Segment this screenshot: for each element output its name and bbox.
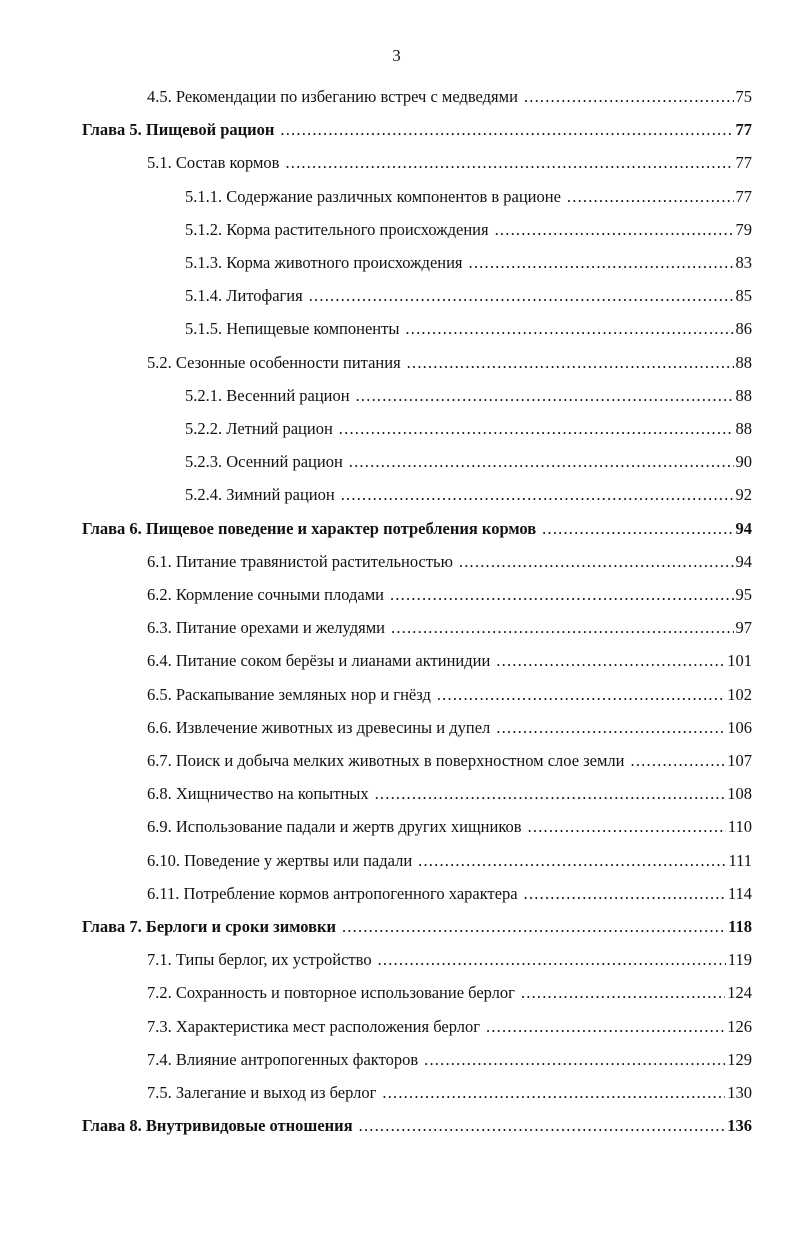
toc-entry-page: 136: [727, 1116, 752, 1135]
toc-entry-title: 6.7. Поиск и добыча мелких животных в поверхностном слое земли: [147, 751, 625, 770]
toc-dot-leader: [567, 185, 734, 209]
toc-entry-title: 6.1. Питание травянистой растительностью: [147, 552, 453, 571]
toc-entry-title: 6.4. Питание соком берёзы и лианами актинидии: [147, 651, 491, 670]
toc-entry-title: Глава 8. Внутривидовые отношения: [82, 1116, 353, 1135]
toc-entry-page: 114: [727, 884, 752, 903]
toc-dot-leader: [359, 1114, 726, 1138]
toc-entry-page: 86: [735, 319, 752, 338]
toc-dot-leader: [437, 683, 725, 707]
toc-entry-title: 6.11. Потребление кормов антропогенного характера: [147, 884, 518, 903]
toc-entry-page: 106: [727, 718, 752, 737]
toc-section-entry[interactable]: [147, 1015, 752, 1039]
toc-dot-leader: [375, 782, 726, 806]
toc-chapter-entry[interactable]: [82, 118, 752, 142]
toc-entry-title: 5.1.1. Содержание различных компонентов в рационе: [185, 187, 561, 206]
toc-entry-page: 94: [735, 519, 752, 538]
toc-entry-page: 88: [735, 386, 752, 405]
toc-entry-title: 7.5. Залегание и выход из берлог: [147, 1083, 377, 1102]
toc-dot-leader: [342, 915, 726, 939]
toc-entry-title: 6.8. Хищничество на копытных: [147, 784, 369, 803]
toc-section-entry[interactable]: [147, 649, 752, 673]
toc-dot-leader: [631, 749, 726, 773]
toc-entry-page: 79: [735, 220, 752, 239]
toc-dot-leader: [382, 1081, 725, 1105]
toc-entry-page: 126: [727, 1017, 752, 1036]
toc-section-entry[interactable]: [147, 151, 752, 175]
toc-dot-leader: [391, 616, 734, 640]
toc-section-entry[interactable]: [147, 683, 752, 707]
toc-chapter-entry[interactable]: [82, 517, 752, 541]
toc-entry-page: 88: [735, 419, 752, 438]
toc-chapter-entry[interactable]: [82, 1114, 752, 1138]
toc-section-entry[interactable]: [147, 351, 752, 375]
toc-entry-page: 77: [735, 120, 752, 139]
toc-entry-page: 97: [735, 618, 752, 637]
toc-entry-page: 101: [727, 651, 752, 670]
toc-section-entry[interactable]: [147, 849, 752, 873]
toc-dot-leader: [378, 948, 726, 972]
toc-entry-page: 92: [735, 485, 752, 504]
toc-entry-title: 7.2. Сохранность и повторное использование берлог: [147, 983, 515, 1002]
toc-entry-title: 5.1.2. Корма растительного происхождения: [185, 220, 489, 239]
toc-entry-title: Глава 6. Пищевое поведение и характер потребления кормов: [82, 519, 537, 538]
toc-entry-page: 85: [735, 286, 752, 305]
toc-section-entry[interactable]: [185, 384, 752, 408]
toc-entry-title: 4.5. Рекомендации по избеганию встреч с медведями: [147, 87, 518, 106]
toc-entry-title: Глава 5. Пищевой рацион: [82, 120, 275, 139]
toc-dot-leader: [496, 649, 725, 673]
toc-section-entry[interactable]: [147, 1081, 752, 1105]
toc-dot-leader: [521, 981, 725, 1005]
toc-dot-leader: [496, 716, 725, 740]
toc-entry-title: 5.2.2. Летний рацион: [185, 419, 333, 438]
toc-entry-page: 95: [735, 585, 752, 604]
toc-entry-title: 6.5. Раскапывание земляных нор и гнёзд: [147, 685, 431, 704]
toc-dot-leader: [524, 85, 734, 109]
toc-dot-leader: [486, 1015, 725, 1039]
toc-section-entry[interactable]: [147, 749, 752, 773]
toc-dot-leader: [356, 384, 734, 408]
toc-dot-leader: [542, 517, 733, 541]
toc-section-entry[interactable]: [185, 417, 752, 441]
toc-dot-leader: [495, 218, 734, 242]
toc-entry-page: 77: [735, 187, 752, 206]
toc-dot-leader: [405, 317, 733, 341]
toc-dot-leader: [349, 450, 734, 474]
toc-section-entry[interactable]: [147, 616, 752, 640]
toc-entry-page: 111: [728, 851, 752, 870]
toc-entry-title: 5.2. Сезонные особенности питания: [147, 353, 401, 372]
toc-dot-leader: [285, 151, 733, 175]
toc-entry-page: 77: [735, 153, 752, 172]
toc-entry-title: 5.1. Состав кормов: [147, 153, 280, 172]
toc-dot-leader: [339, 417, 734, 441]
toc-entry-page: 110: [727, 817, 752, 836]
toc-dot-leader: [280, 118, 733, 142]
toc-entry-page: 130: [727, 1083, 752, 1102]
toc-dot-leader: [469, 251, 734, 275]
toc-entry-page: 88: [735, 353, 752, 372]
toc-section-entry[interactable]: [185, 185, 752, 209]
toc-dot-leader: [390, 583, 733, 607]
toc-entry-page: 102: [727, 685, 752, 704]
toc-dot-leader: [459, 550, 734, 574]
toc-dot-leader: [424, 1048, 725, 1072]
toc-section-entry[interactable]: [185, 483, 752, 507]
toc-entry-page: 119: [727, 950, 752, 969]
toc-section-entry[interactable]: [147, 716, 752, 740]
toc-entry-title: 7.3. Характеристика мест расположения берлог: [147, 1017, 481, 1036]
toc-entry-page: 129: [727, 1050, 752, 1069]
toc-entry-title: 6.6. Извлечение животных из древесины и дупел: [147, 718, 491, 737]
toc-section-entry[interactable]: [185, 284, 752, 308]
toc-entry-page: 118: [728, 917, 752, 936]
toc-entry-title: 7.4. Влияние антропогенных факторов: [147, 1050, 419, 1069]
toc-entry-title: 5.1.4. Литофагия: [185, 286, 303, 305]
toc-dot-leader: [341, 483, 734, 507]
toc-entry-title: 6.9. Использование падали и жертв других хищников: [147, 817, 522, 836]
toc-dot-leader: [407, 351, 734, 375]
toc-dot-leader: [309, 284, 734, 308]
toc-section-entry[interactable]: [185, 218, 752, 242]
page-number: 3: [392, 46, 401, 65]
toc-section-entry[interactable]: [147, 948, 752, 972]
toc-section-entry[interactable]: [147, 583, 752, 607]
toc-entry-title: 5.2.4. Зимний рацион: [185, 485, 335, 504]
toc-entry-title: 5.2.1. Весенний рацион: [185, 386, 350, 405]
toc-section-entry[interactable]: [147, 1048, 752, 1072]
toc-chapter-entry[interactable]: [82, 915, 752, 939]
toc-section-entry[interactable]: [147, 550, 752, 574]
toc-entry-page: 94: [735, 552, 752, 571]
toc-entry-page: 75: [735, 87, 752, 106]
toc-dot-leader: [528, 815, 726, 839]
toc-section-entry[interactable]: [185, 450, 752, 474]
toc-entry-page: 83: [735, 253, 752, 272]
toc-entry-title: Глава 7. Берлоги и сроки зимовки: [82, 917, 337, 936]
toc-entry-title: 5.1.5. Непищевые компоненты: [185, 319, 400, 338]
toc-section-entry[interactable]: [147, 782, 752, 806]
toc-entry-title: 5.1.3. Корма животного происхождения: [185, 253, 463, 272]
toc-section-entry[interactable]: [147, 815, 752, 839]
toc-entry-page: 124: [727, 983, 752, 1002]
toc-entry-title: 6.3. Питание орехами и желудями: [147, 618, 385, 637]
toc-entry-title: 6.10. Поведение у жертвы или падали: [147, 851, 413, 870]
toc-entry-title: 7.1. Типы берлог, их устройство: [147, 950, 372, 969]
toc-entry-title: 6.2. Кормление сочными плодами: [147, 585, 385, 604]
toc-entry-page: 108: [727, 784, 752, 803]
toc-entry-page: 107: [727, 751, 752, 770]
toc-dot-leader: [418, 849, 726, 873]
toc-section-entry[interactable]: [147, 85, 752, 109]
toc-entry-title: 5.2.3. Осенний рацион: [185, 452, 343, 471]
toc-section-entry[interactable]: [185, 251, 752, 275]
toc-dot-leader: [524, 882, 726, 906]
toc-section-entry[interactable]: [147, 981, 752, 1005]
toc-section-entry[interactable]: [185, 317, 752, 341]
toc-section-entry[interactable]: [147, 882, 752, 906]
toc-entry-page: 90: [735, 452, 752, 471]
